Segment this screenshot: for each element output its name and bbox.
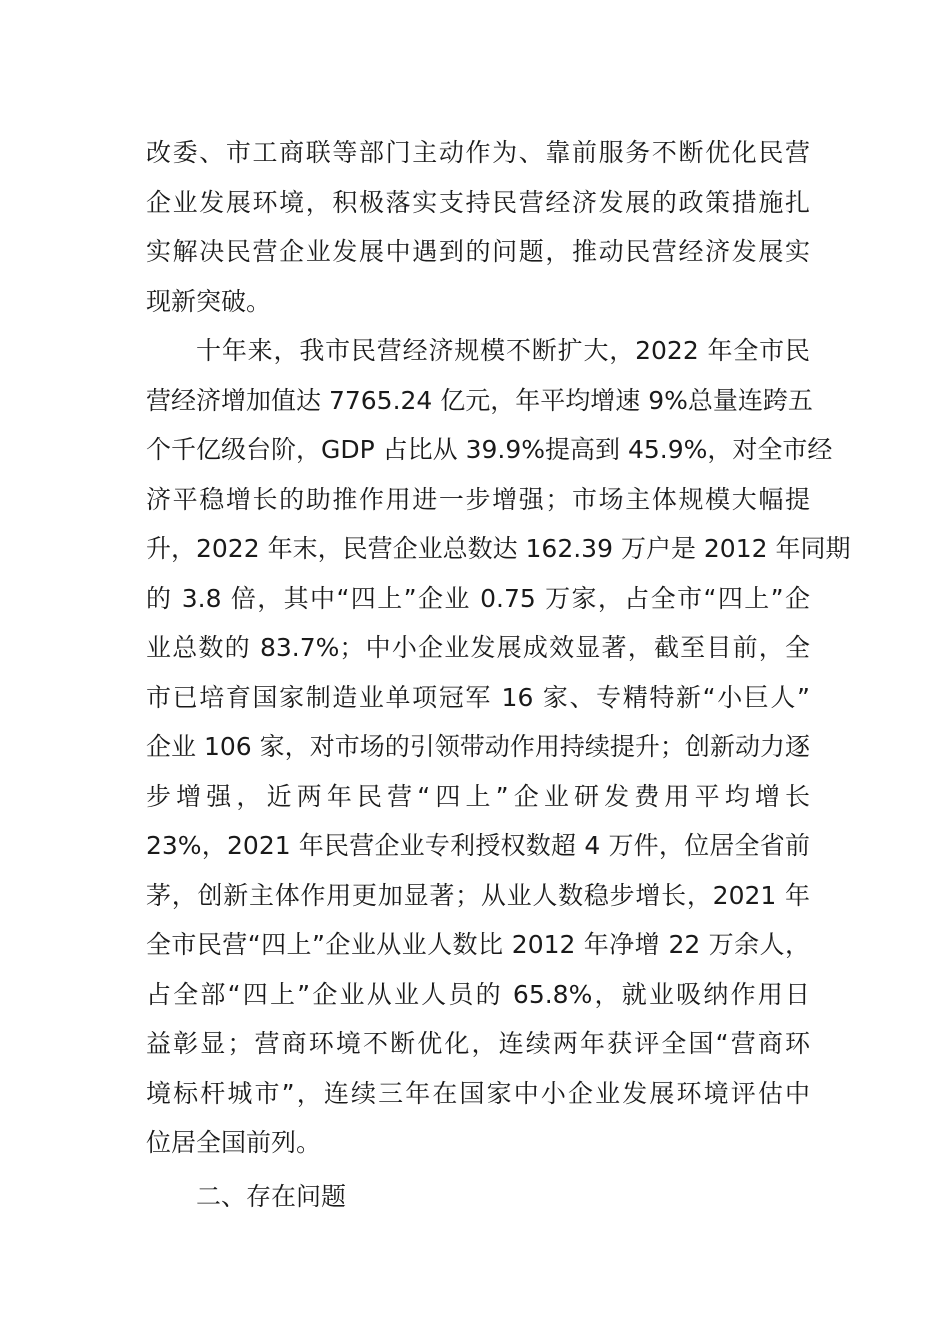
paragraph-line: 十年来，我市民营经济规模不断扩大，2022 年全市民: [196, 336, 810, 365]
paragraph-line: 境标杆城市”，连续三年在国家中小企业发展环境评估中: [146, 1078, 810, 1108]
paragraph-line: 全市民营“四上”企业从业人数比 2012 年净增 22 万余人，: [146, 930, 810, 959]
paragraph-line: 济平稳增长的助推作用进一步增强；市场主体规模大幅提: [146, 484, 810, 514]
paragraph-1: [146, 128, 810, 326]
paragraph-line: 个千亿级台阶，GDP 占比从 39.9%提高到 45.9%，对全市经: [146, 435, 833, 464]
paragraph-line: 位居全国前列。: [146, 1128, 322, 1157]
paragraph-line: 业总数的 83.7%；中小企业发展成效显著，截至目前，全: [146, 633, 810, 662]
section-heading: [146, 1172, 810, 1222]
paragraph-2: [146, 326, 851, 1168]
paragraph-line: 企业发展环境，积极落实支持民营经济发展的政策措施扎: [146, 187, 810, 217]
paragraph-line: 茅，创新主体作用更加显著；从业人数稳步增长，2021 年: [146, 880, 810, 910]
section-heading-text: 二、存在问题: [196, 1182, 347, 1211]
paragraph-line: 益彰显；营商环境不断优化，连续两年获评全国“营商环: [146, 1029, 810, 1058]
paragraph-line: 改委、市工商联等部门主动作为、靠前服务不断优化民营: [146, 138, 810, 167]
paragraph-line: 市已培育国家制造业单项冠军 16 家、专精特新“小巨人”: [146, 682, 810, 712]
paragraph-line: 实解决民营企业发展中遇到的问题，推动民营经济发展实: [146, 237, 810, 266]
paragraph-line: 23%，2021 年民营企业专利授权数超 4 万件，位居全省前: [146, 831, 810, 860]
paragraph-line: 的 3.8 倍，其中“四上”企业 0.75 万家，占全市“四上”企: [146, 583, 810, 613]
paragraph-line: 步增强，近两年民营“四上”企业研发费用平均增长: [146, 781, 810, 811]
paragraph-line: 现新突破。: [146, 286, 272, 316]
paragraph-line: 企业 106 家，对市场的引领带动作用持续提升；创新动力逐: [146, 732, 810, 761]
paragraph-line: 占全部“四上”企业从业人员的 65.8%，就业吸纳作用日: [146, 979, 810, 1009]
paragraph-line: 升，2022 年末，民营企业总数达 162.39 万户是 2012 年同期: [146, 534, 851, 563]
paragraph-line: 营经济增加值达 7765.24 亿元，年平均增速 9%总量连跨五: [146, 385, 813, 415]
